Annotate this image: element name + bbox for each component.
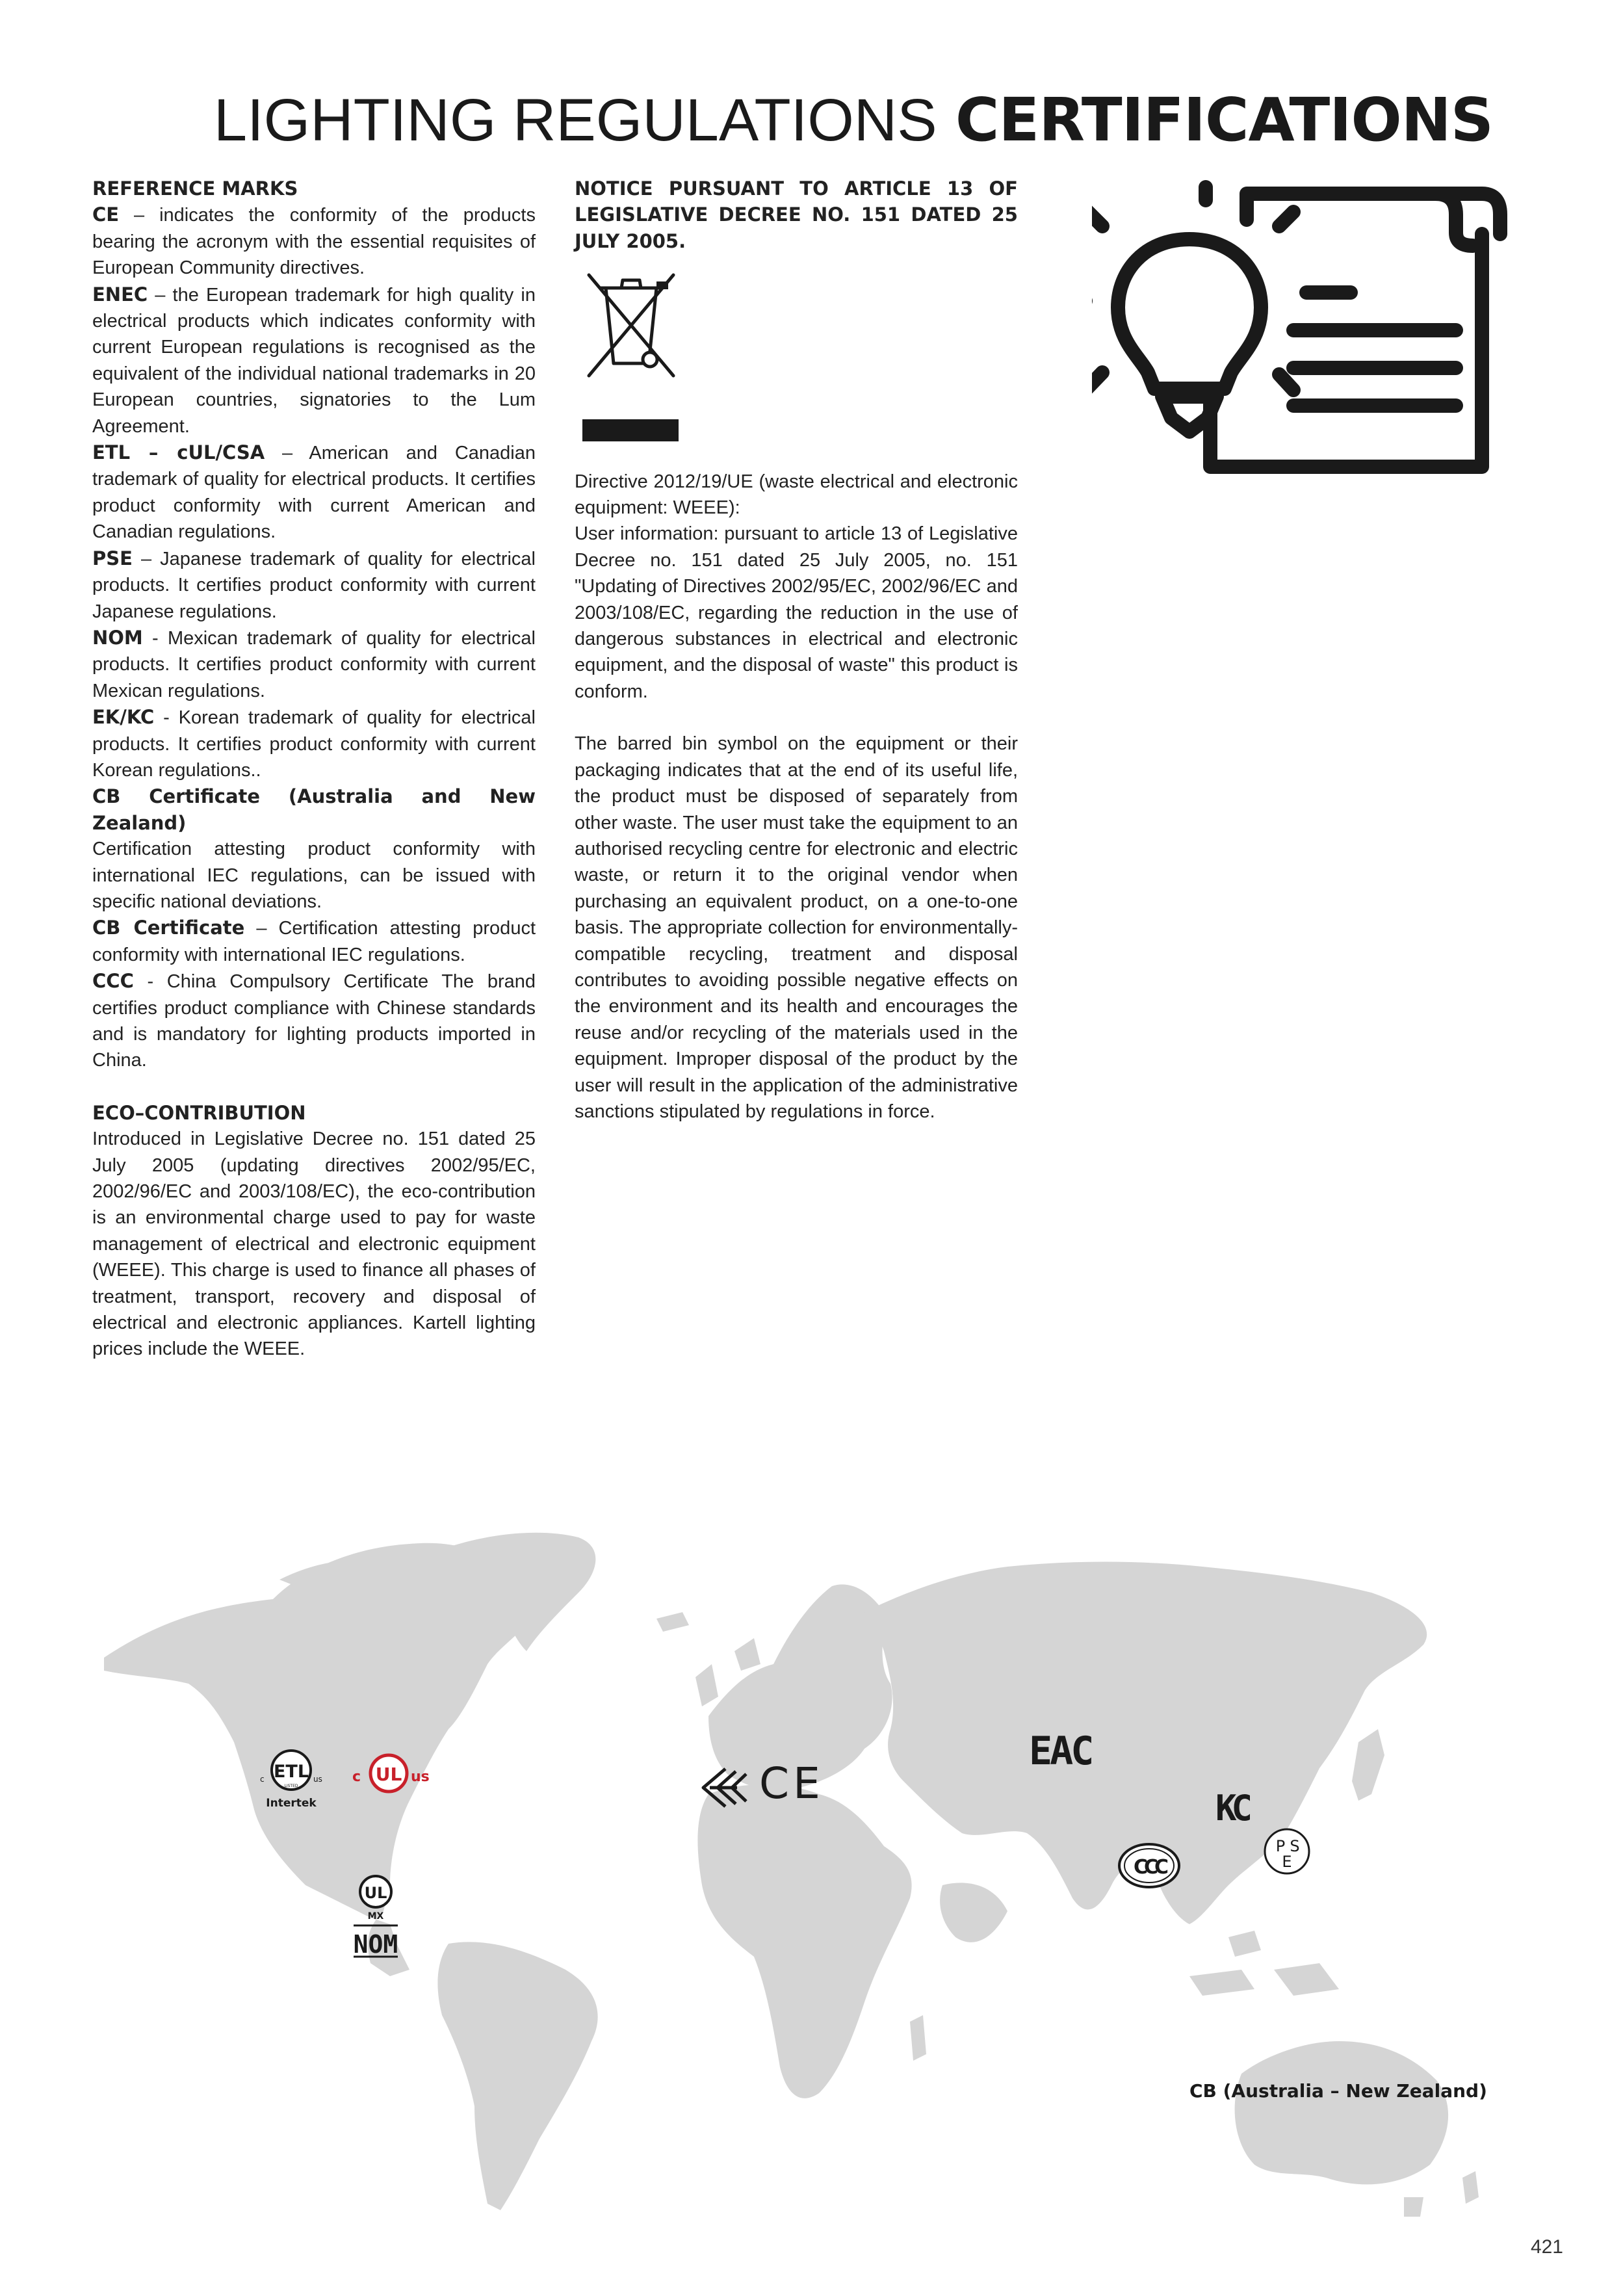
barred-bin-text: The barred bin symbol on the equipment or their packaging indicates that at the end of its useful life, the product must be disposed of separately from other waste. The user must take the equipment to an authorised recycling centre for electronic and electric waste, or return it to the original vendor when purchasing an equivalent product, on a one-to-one basis. The appropriate collection for environmentally-compatible recycling, treatment and disposal contributes to avoiding possible negative effects on the environment and its health and encourages the reuse and/or recycling of the materials used in the equipment. Improper disposal of the product by the user will result in the application of the administrative sanctions stipulated by regulations in force. (575, 733, 1018, 1122)
world-map (84, 1521, 1488, 2243)
enec-mark (699, 1765, 751, 1810)
pse-e-text: E (1282, 1853, 1292, 1871)
entry-enec: ENEC – the European trademark for high quality in electrical products which indicates conformity with current European regulations is recognised as the equivalent of the individual national trademarks in 20 European countries, signatories to the Lum Agreement. (92, 283, 536, 437)
cul-main-text: UL (375, 1764, 402, 1785)
ul-mx-sub-text: MX (367, 1911, 384, 1922)
cul-us-text: us (411, 1769, 430, 1785)
ccc-mark (1117, 1840, 1182, 1892)
notice-column (575, 176, 1018, 1125)
lightbulb-document-icon (1092, 174, 1508, 480)
cb-australia-nz-label: CB (Australia – New Zealand) (1189, 2080, 1487, 2102)
entry-nom: NOM - Mexican trademark of quality for electrical products. It certifies product conformity with current Mexican regulations. (92, 626, 536, 701)
entry-ccc: CCC - China Compulsory Certificate The brand certifies product compliance with Chinese standards and is mandatory for lighting products imported in China. (92, 970, 536, 1071)
entry-ce: CE – indicates the conformity of the products bearing the acronym with the essential requisites of European Community directives. (92, 203, 536, 279)
entry-cb-anz-text: Certification attesting product conformity with international IEC regulations, can be issued with specific national deviations. (92, 839, 536, 912)
ul-mx-nom-mark (350, 1872, 402, 1963)
intertek-text: Intertek (266, 1797, 317, 1810)
entry-pse: PSE – Japanese trademark of quality for electrical products. It certifies product conformity with current Japanese regulations. (92, 547, 536, 622)
directive-text: Directive 2012/19/UE (waste electrical and electronic equipment: WEEE): (575, 471, 1018, 519)
crossed-bin-icon (582, 262, 680, 405)
page-title (214, 85, 1493, 156)
ccc-text: CCC (1133, 1856, 1165, 1879)
notice-heading: NOTICE PURSUANT TO ARTICLE 13 OF LEGISLATIVE DECREE NO. 151 DATED 25 JULY 2005. (575, 177, 1018, 252)
etl-listed-text: LISTED (284, 1784, 298, 1788)
title-bold: CERTIFICATIONS (955, 85, 1493, 155)
reference-marks-column (92, 176, 536, 1363)
entry-cb: CB Certificate – Certification attesting product conformity with international IEC regulations. (92, 917, 536, 965)
pse-mark (1261, 1825, 1313, 1877)
ce-mark: CE (759, 1758, 824, 1808)
weee-bar (582, 419, 679, 441)
entry-etl: ETL – cUL/CSA – American and Canadian trademark of quality for electrical products. It certifies product conformity with current American and Canadian regulations. (92, 441, 536, 543)
etl-c-text: c (260, 1775, 265, 1784)
ul-mx-main-text: UL (364, 1884, 387, 1902)
entry-ek-kc: EK/KC - Korean trademark of quality for electrical products. It certifies product conformity with current Korean regulations.. (92, 706, 536, 781)
kc-mark: KC (1215, 1788, 1248, 1829)
cul-c-text: c (352, 1769, 361, 1785)
eco-contribution-heading: ECO–CONTRIBUTION (92, 1101, 306, 1124)
pse-s-text: S (1290, 1837, 1300, 1855)
reference-marks-heading: REFERENCE MARKS (92, 177, 298, 200)
etl-intertek-mark (252, 1745, 330, 1810)
entry-cb-anz-term: CB Certificate (Australia and New Zealand) (92, 785, 536, 834)
eac-mark: EAC (1029, 1729, 1092, 1774)
etl-us-text: us (313, 1775, 322, 1784)
cul-us-mark (343, 1747, 434, 1799)
page-number: 421 (1530, 2236, 1563, 2258)
nom-text: NOM (353, 1930, 398, 1959)
title-light: LIGHTING REGULATIONS (213, 87, 937, 153)
eco-contribution-text: Introduced in Legislative Decree no. 151 dated 25 July 2005 (updating directives 2002/95/EC, 2002/96/EC and 2003/108/EC), the eco-contribution is an environmental charge used to pay for waste management of electrical and electronic equipment (WEEE). This charge is used to finance all phases of treatment, transport, recovery and disposal of electrical and electronic appliances. Kartell lighting prices include the WEEE. (92, 1128, 536, 1360)
pse-p-text: P (1275, 1837, 1286, 1855)
user-info-text: User information: pursuant to article 13 of Legislative Decree no. 151 dated 25 July 2005, no. 151 "Updating of Directives 2002/95/EC, 2002/96/EC and 2003/108/EC, regarding the reduction in the use of dangerous substances in electrical and electronic equipment, and the disposal of waste" this product is conform. (575, 523, 1018, 702)
etl-main-text: ETL (273, 1762, 309, 1782)
